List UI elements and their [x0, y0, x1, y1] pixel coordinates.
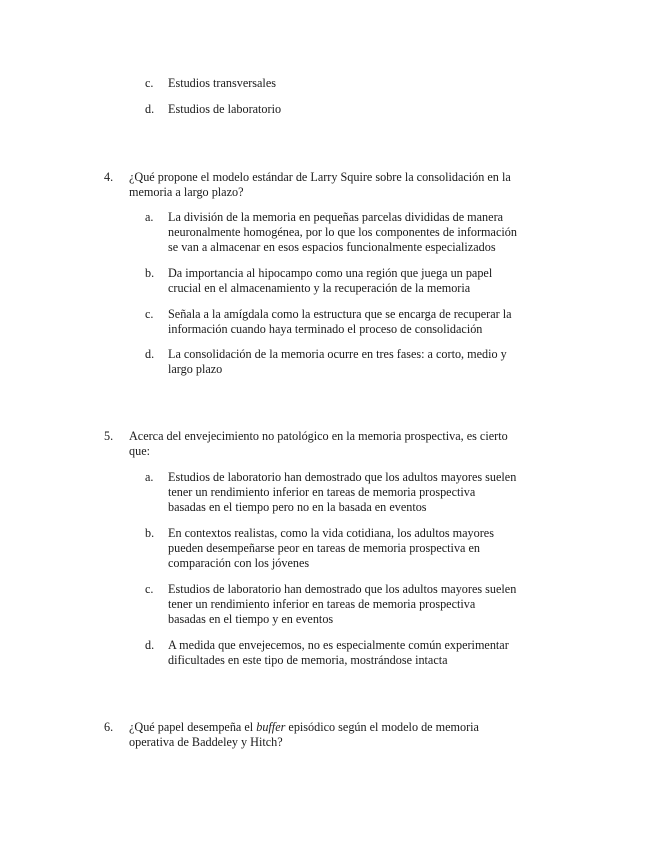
option-text-line: se van a almacenar en esos espacios funcionalmente especializados — [168, 240, 496, 254]
option-letter: b. — [145, 526, 155, 540]
option-text-line: La división de la memoria en pequeñas parcelas divididas de manera — [168, 210, 504, 224]
question-number: 5. — [104, 429, 114, 443]
option-text-line: tener un rendimiento inferior en tareas de memoria prospectiva — [168, 485, 476, 499]
option-letter: a. — [145, 210, 154, 224]
option-letter: d. — [145, 638, 155, 652]
question-stem-line: Acerca del envejecimiento no patológico en la memoria prospectiva, es cierto — [129, 429, 508, 443]
option-letter: c. — [145, 76, 154, 90]
option-text-line: dificultades en este tipo de memoria, mostrándose intacta — [168, 653, 448, 667]
question-stem-line: memoria a largo plazo? — [129, 185, 244, 199]
option-text-line: neuronalmente homogénea, por lo que los componentes de información — [168, 225, 517, 239]
option-text: Estudios transversales — [168, 76, 276, 90]
option-letter: d. — [145, 102, 155, 116]
option-text-line: pueden desempeñarse peor en tareas de memoria prospectiva en — [168, 541, 480, 555]
stem-italic-term: buffer — [256, 720, 286, 734]
question-stem-line: operativa de Baddeley y Hitch? — [129, 735, 283, 749]
option-text: Estudios de laboratorio — [168, 102, 282, 116]
option-letter: a. — [145, 470, 154, 484]
option-text-line: Señala a la amígdala como la estructura que se encarga de recuperar la — [168, 307, 512, 321]
option-text-line: crucial en el almacenamiento y la recuperación de la memoria — [168, 281, 471, 295]
option-letter: d. — [145, 347, 155, 361]
stem-suffix: episódico según el modelo de memoria — [285, 720, 479, 734]
option-text-line: En contextos realistas, como la vida cotidiana, los adultos mayores — [168, 526, 494, 540]
question-number: 6. — [104, 720, 114, 734]
question-number: 4. — [104, 170, 114, 184]
option-letter: c. — [145, 307, 154, 321]
option-text-line: basadas en el tiempo y en eventos — [168, 612, 334, 626]
option-text-line: información cuando haya terminado el proceso de consolidación — [168, 322, 483, 336]
option-text-line: Estudios de laboratorio han demostrado que los adultos mayores suelen — [168, 582, 517, 596]
option-text-line: Da importancia al hipocampo como una región que juega un papel — [168, 266, 493, 280]
option-text-line: largo plazo — [168, 362, 223, 376]
option-text-line: Estudios de laboratorio han demostrado que los adultos mayores suelen — [168, 470, 517, 484]
option-letter: b. — [145, 266, 155, 280]
question-stem-line: ¿Qué propone el modelo estándar de Larry Squire sobre la consolidación en la — [129, 170, 511, 184]
stem-prefix: ¿Qué papel desempeña el — [129, 720, 257, 734]
question-stem-line — [129, 720, 479, 735]
option-text-line: comparación con los jóvenes — [168, 556, 310, 570]
option-text-line: basadas en el tiempo pero no en la basada en eventos — [168, 500, 427, 514]
option-letter: c. — [145, 582, 154, 596]
question-stem-line: que: — [129, 444, 150, 458]
option-text-line: La consolidación de la memoria ocurre en tres fases: a corto, medio y — [168, 347, 507, 361]
option-text-line: tener un rendimiento inferior en tareas de memoria prospectiva — [168, 597, 476, 611]
option-text-line: A medida que envejecemos, no es especialmente común experimentar — [168, 638, 509, 652]
